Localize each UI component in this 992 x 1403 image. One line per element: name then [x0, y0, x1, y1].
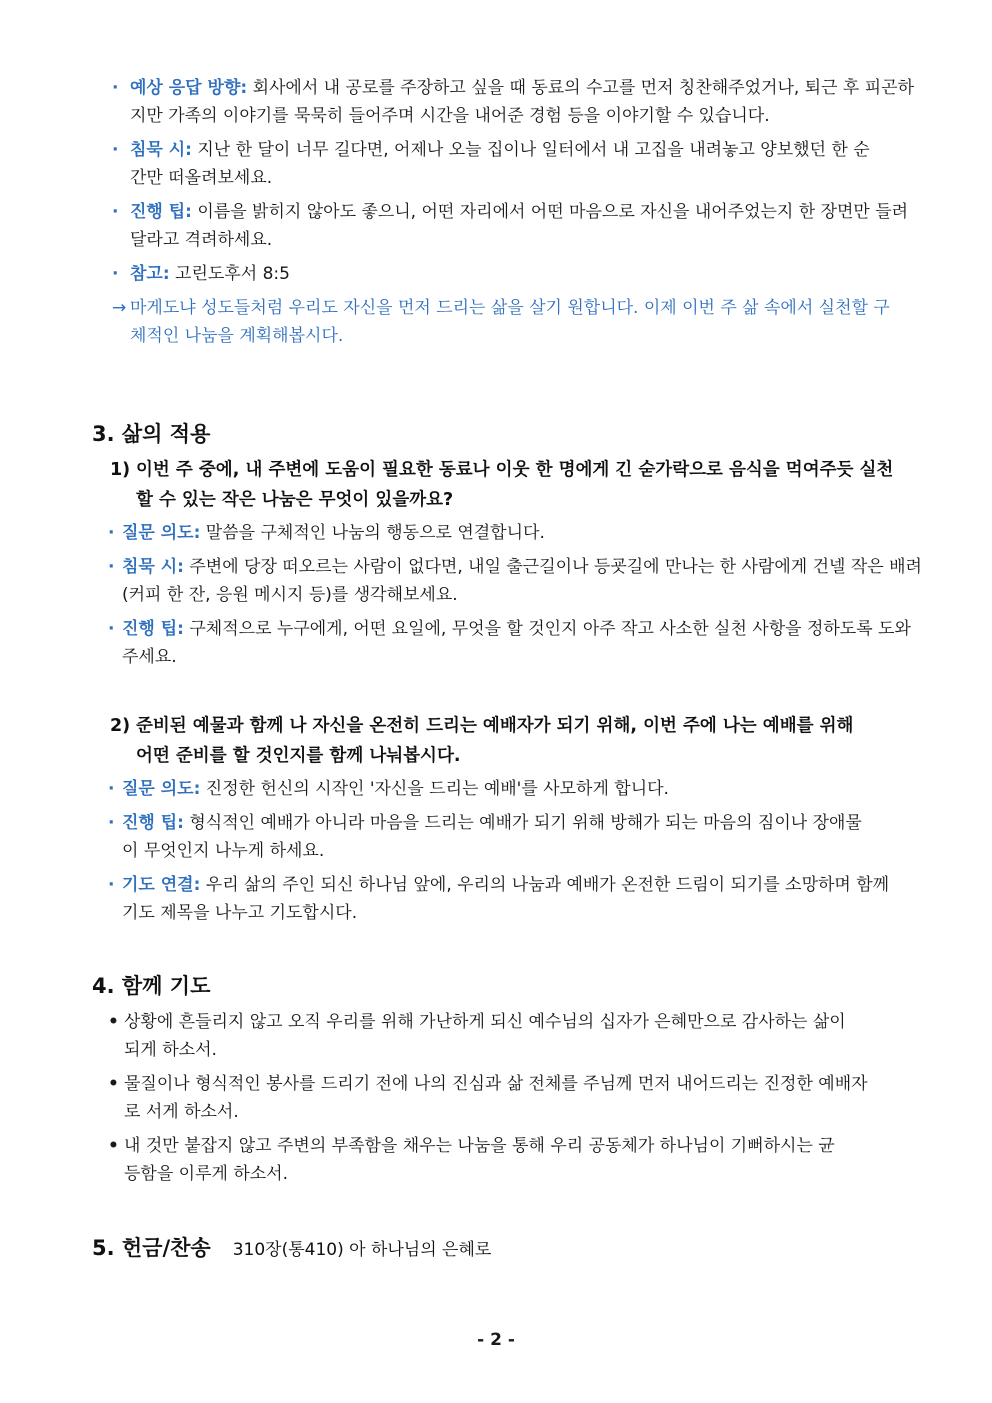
prayer-text: 물질이나 형식적인 봉사를 드리기 전에 나의 진심과 삶 전체를 주님께 먼저 내어드리는 진정한 예배자로 서게 하소서.	[124, 1074, 868, 1122]
q2-prayer-link-item	[0, 871, 897, 927]
q1-silence-item	[0, 553, 922, 609]
item-text: 고린도후서 8:5	[169, 264, 290, 284]
q2-tip-item	[0, 809, 867, 865]
item-marker: ·	[112, 264, 119, 284]
prayer-text: 내 것만 붙잡지 않고 주변의 부족함을 채우는 나눔을 통해 우리 공동체가 하나님이 기뻐하시는 균등함을 이루게 하소서.	[124, 1136, 835, 1184]
transition-note	[0, 294, 890, 350]
section-4-title: 4. 함께 기도	[92, 974, 211, 998]
prayer-item	[0, 1070, 879, 1126]
prayer-text: 상황에 흔들리지 않고 오직 우리를 위해 가난하게 되신 예수님의 십자가 은혜만으로 감사하는 삶이 되게 하소서.	[124, 1012, 846, 1060]
item-label: 침묵 시:	[122, 557, 184, 577]
question-2-text-block	[0, 711, 876, 771]
item-text: 지난 한 달이 너무 길다면, 어제나 오늘 집이나 일터에서 내 고집을 내려놓고 양보했던 한 순간만 떠올려보세요.	[130, 140, 870, 188]
item-text: 진정한 헌신의 시작인 '자신을 드리는 예배'를 사모하게 합니다.	[200, 779, 669, 799]
q2-intent-item	[0, 775, 922, 803]
item-label: 질문 의도:	[122, 523, 201, 543]
question-number: 2)	[110, 716, 131, 736]
item-text: 말씀을 구체적인 나눔의 행동으로 연결합니다.	[200, 523, 545, 543]
item-marker: ·	[112, 202, 119, 222]
tip-item	[0, 198, 910, 254]
question-1	[0, 455, 992, 671]
item-label: 진행 팁:	[130, 202, 192, 222]
item-marker: ·	[112, 78, 119, 98]
prayer-item	[0, 1132, 844, 1188]
item-label: 질문 의도:	[122, 779, 201, 799]
arrow-icon: →	[112, 298, 127, 318]
item-marker: ·	[108, 875, 115, 895]
item-text: 주변에 당장 떠오르는 사람이 없다면, 내일 출근길이나 등굣길에 만나는 한 사람에게 건넬 작은 배려(커피 한 잔, 응원 메시지 등)를 생각해보세요.	[122, 557, 922, 605]
q1-intent-item	[0, 519, 922, 547]
item-label: 침묵 시:	[130, 140, 192, 160]
q1-tip-item	[0, 615, 922, 671]
item-text: 이름을 밝히지 않아도 좋으니, 어떤 자리에서 어떤 마음으로 자신을 내어주었는지 한 장면만 들려달라고 격려하세요.	[130, 202, 909, 250]
section-5-title: 5. 헌금/찬송	[92, 1236, 211, 1260]
item-marker: ·	[108, 813, 115, 833]
item-marker: ·	[108, 619, 115, 639]
item-text: 구체적으로 누구에게, 어떤 요일에, 무엇을 할 것인지 아주 작고 사소한 실천 사항을 정하도록 도와주세요.	[122, 619, 911, 667]
item-label: 참고:	[130, 264, 170, 284]
item-marker: ·	[108, 523, 115, 543]
prayer-item	[0, 1008, 854, 1064]
question-2	[0, 711, 992, 927]
section-3-title: 3. 삶의 적용	[92, 422, 211, 446]
item-text: 회사에서 내 공로를 주장하고 싶을 때 동료의 수고를 먼저 칭찬해주었거나, 퇴근 후 피곤하지만 가족의 이야기를 묵묵히 들어주며 시간을 내어준 경험 등을 이야기할 수 있습니다.	[130, 78, 915, 126]
item-marker: ·	[112, 140, 119, 160]
expected-answer-item	[0, 74, 918, 130]
question-number: 1)	[110, 460, 131, 480]
prayer-list	[0, 1008, 992, 1188]
item-label: 예상 응답 방향:	[130, 78, 248, 98]
page-number: - 2 -	[477, 1330, 515, 1350]
reference-item	[0, 260, 910, 288]
item-text: 우리 삶의 주인 되신 하나님 앞에, 우리의 나눔과 예배가 온전한 드림이 되기를 소망하며 함께 기도 제목을 나누고 기도합시다.	[122, 875, 890, 923]
hymn-reference: 310장(통410) 아 하나님의 은혜로	[232, 1240, 492, 1260]
item-marker: ·	[108, 557, 115, 577]
item-marker: ·	[108, 779, 115, 799]
question-1-text-block	[0, 455, 904, 515]
bullet-icon: •	[108, 1074, 119, 1094]
transition-text: 마게도냐 성도들처럼 우리도 자신을 먼저 드리는 삶을 살기 원합니다. 이제 이번 주 삶 속에서 실천할 구체적인 나눔을 계획해봅시다.	[130, 298, 890, 346]
item-text: 형식적인 예배가 아니라 마음을 드리는 예배가 되기 위해 방해가 되는 마음의 짐이나 장애물이 무엇인지 나누게 하세요.	[122, 813, 862, 861]
section-2-tail	[0, 74, 992, 350]
question-text: 준비된 예물과 함께 나 자신을 온전히 드리는 예배자가 되기 위해, 이번 주에 나는 예배를 위해 어떤 준비를 할 것인지를 함께 나눠봅시다.	[136, 716, 854, 766]
silence-item	[0, 136, 870, 192]
section-5-heading	[92, 1232, 491, 1262]
item-label: 진행 팁:	[122, 619, 184, 639]
item-label: 진행 팁:	[122, 813, 184, 833]
item-label: 기도 연결:	[122, 875, 201, 895]
bullet-icon: •	[108, 1136, 119, 1156]
bullet-icon: •	[108, 1012, 119, 1032]
question-text: 이번 주 중에, 내 주변에 도움이 필요한 동료나 이웃 한 명에게 긴 숟가락으로 음식을 먹여주듯 실천할 수 있는 작은 나눔은 무엇이 있을까요?	[136, 460, 894, 510]
